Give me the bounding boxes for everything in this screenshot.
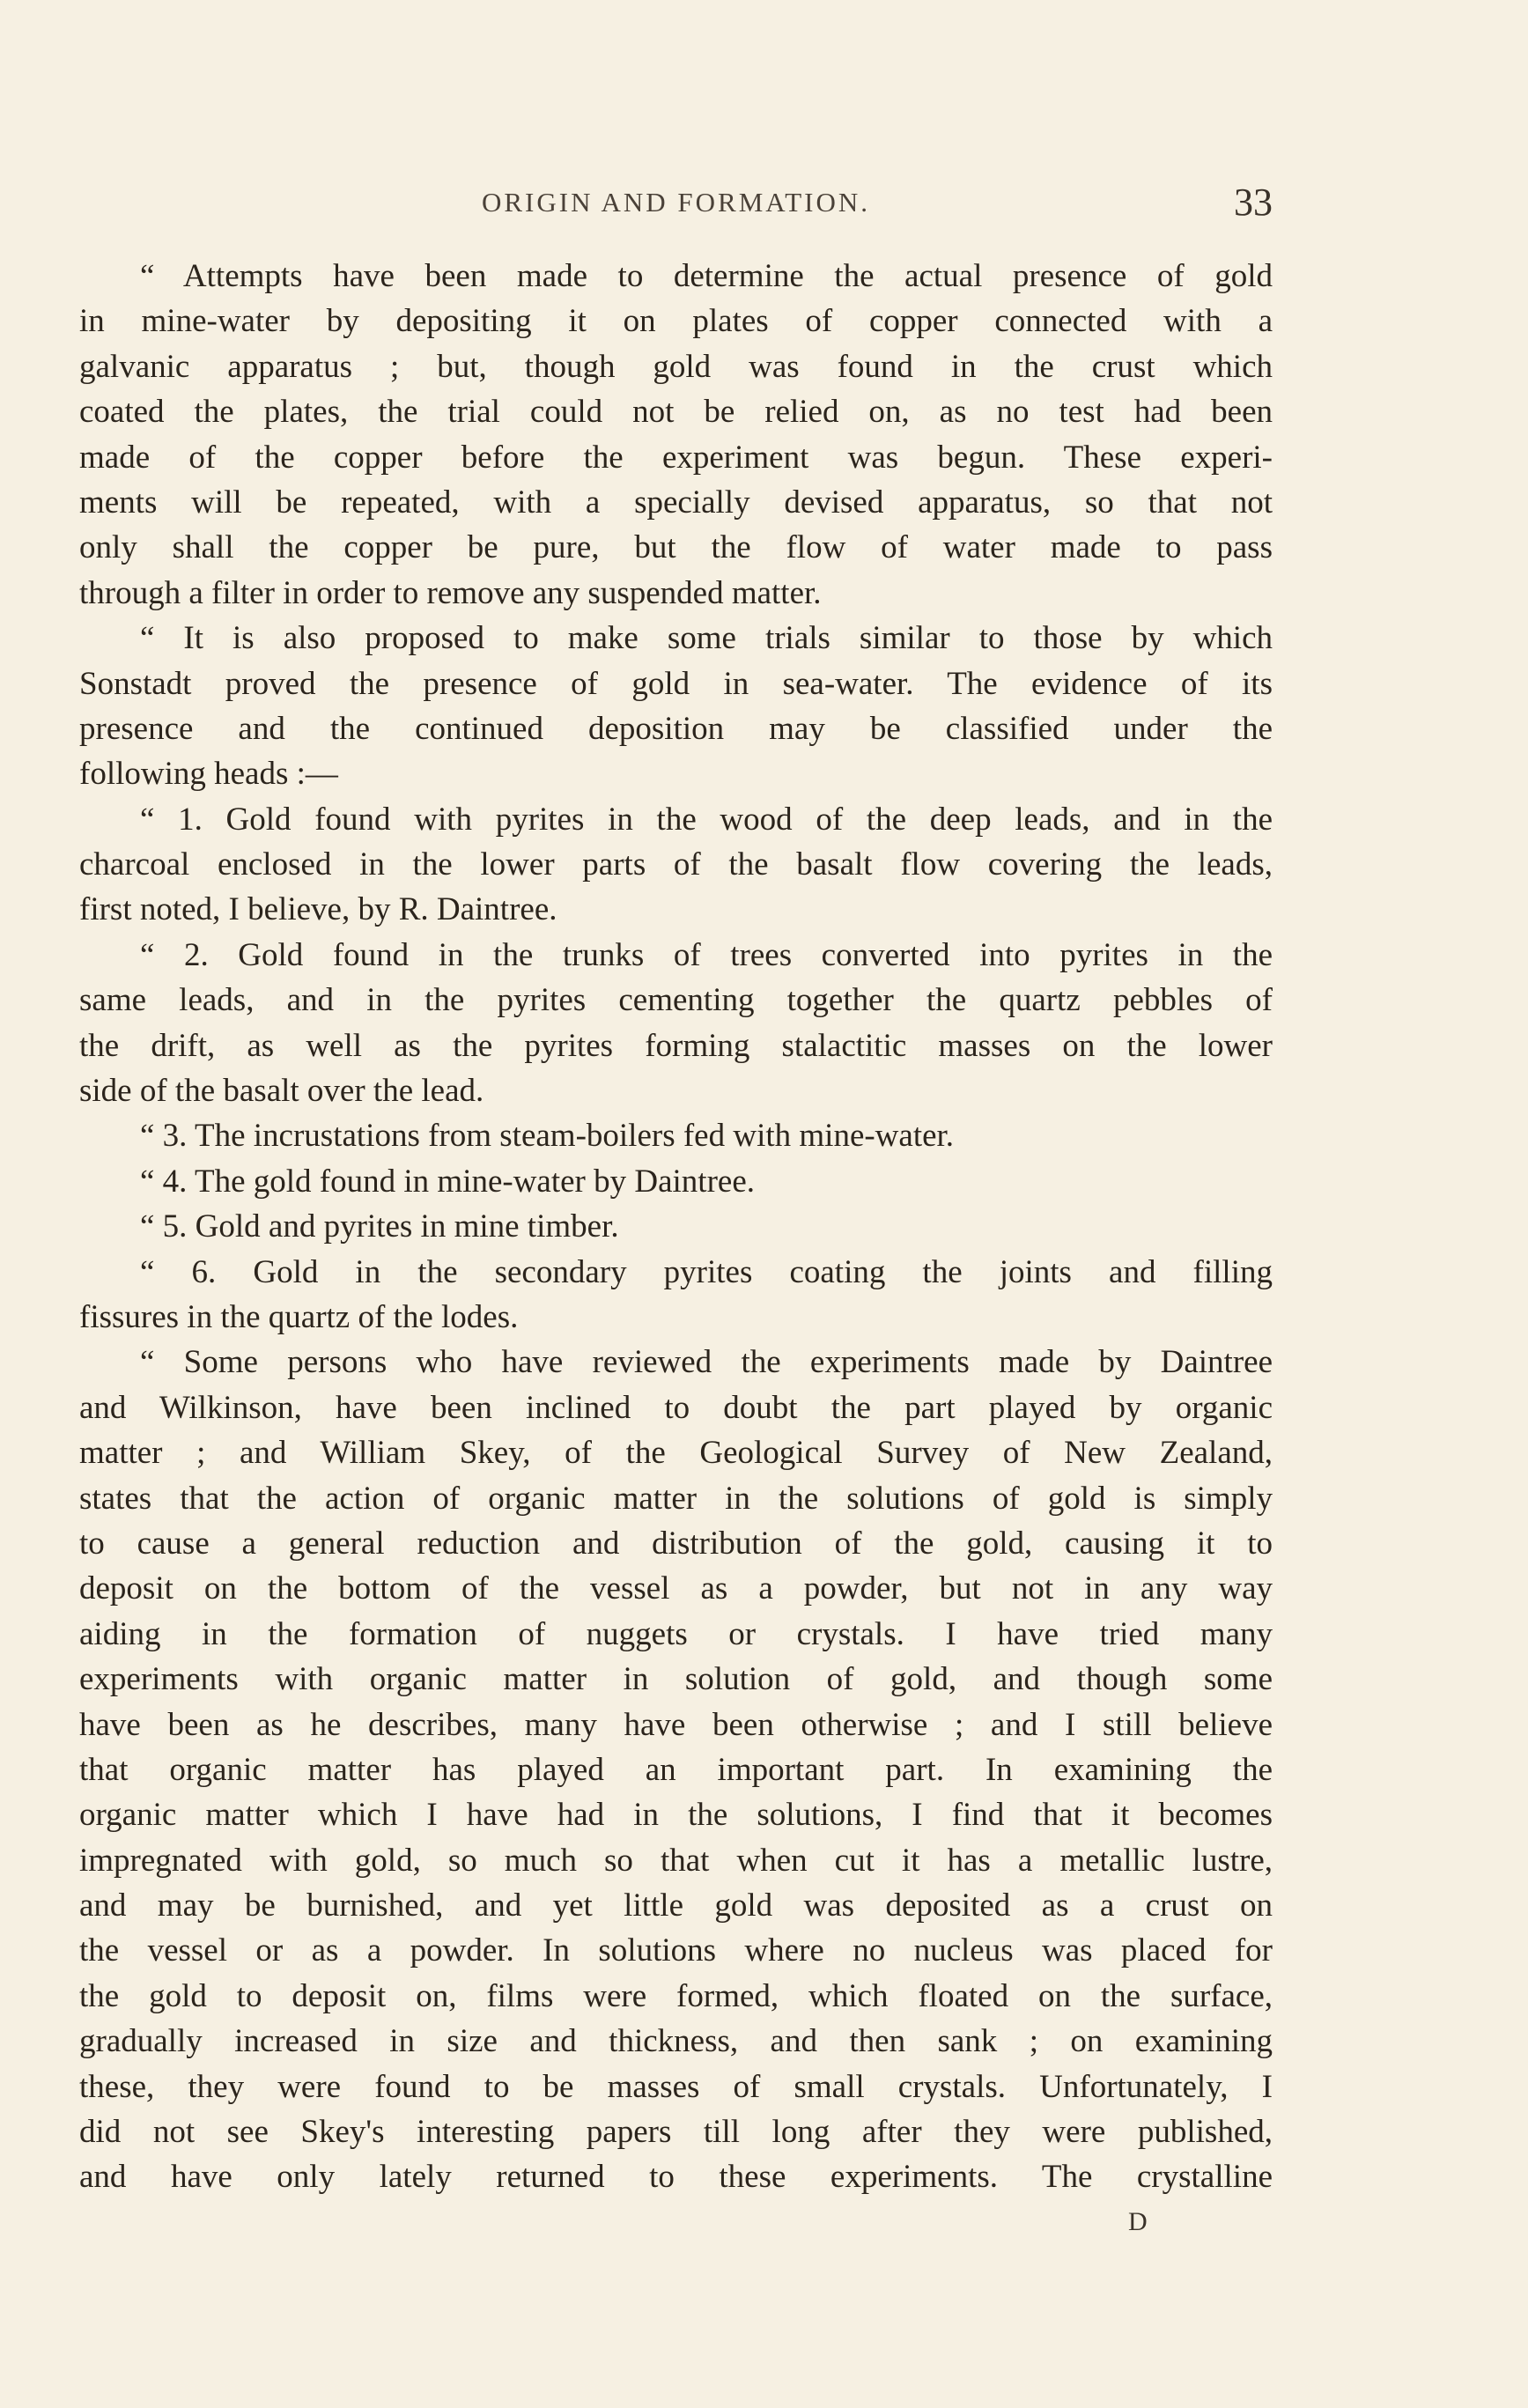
- text-line: aiding in the formation of nuggets or crystals. I have tried many: [79, 1615, 1273, 1652]
- text-line: matter ; and William Skey, of the Geological Survey of New Zealand,: [79, 1435, 1273, 1472]
- text-line: that organic matter has played an important part. In examining the: [79, 1751, 1273, 1788]
- text-line: presence and the continued deposition may be classified under the: [79, 710, 1273, 747]
- text-line: states that the action of organic matter in the solutions of gold is simply: [79, 1480, 1273, 1517]
- text-line: the drift, as well as the pyrites forming stalactitic masses on the lower: [79, 1027, 1273, 1064]
- body-text: [79, 254, 1273, 2200]
- text-line: and have only lately returned to these experiments. The crystalline: [79, 2159, 1273, 2196]
- text-line: did not see Skey's interesting papers till long after they were published,: [79, 2114, 1273, 2151]
- text-line: the gold to deposit on, films were formed, which floated on the surface,: [79, 1977, 1273, 2014]
- text-line: coated the plates, the trial could not be relied on, as no test had been: [79, 394, 1273, 431]
- running-title: ORIGIN AND FORMATION.: [481, 187, 871, 218]
- text-line: fissures in the quartz of the lodes.: [79, 1298, 519, 1335]
- text-line: “ 1. Gold found with pyrites in the wood of the deep leads, and in the: [140, 801, 1273, 838]
- text-line: “ 2. Gold found in the trunks of trees converted into pyrites in the: [140, 936, 1273, 973]
- text-line: “ Attempts have been made to determine the actual presence of gold: [140, 258, 1273, 294]
- text-line: have been as he describes, many have been otherwise ; and I still believe: [79, 1706, 1273, 1743]
- running-head: [79, 180, 1273, 224]
- text-line: to cause a general reduction and distribution of the gold, causing it to: [79, 1525, 1273, 1562]
- text-line: ments will be repeated, with a specially devised apparatus, so that not: [79, 484, 1273, 521]
- text-line: experiments with organic matter in solution of gold, and though some: [79, 1661, 1273, 1698]
- text-line: following heads :—: [79, 756, 338, 793]
- text-line: “ 5. Gold and pyrites in mine timber.: [140, 1208, 619, 1245]
- text-line: Sonstadt proved the presence of gold in sea-water. The evidence of its: [79, 665, 1273, 702]
- text-line: and Wilkinson, have been inclined to doubt the part played by organic: [79, 1389, 1273, 1426]
- text-line: side of the basalt over the lead.: [79, 1073, 484, 1110]
- text-line: impregnated with gold, so much so that when cut it has a metallic lustre,: [79, 1842, 1273, 1879]
- text-line: only shall the copper be pure, but the flow of water made to pass: [79, 529, 1273, 566]
- text-line: first noted, I believe, by R. Daintree.: [79, 891, 557, 928]
- text-line: galvanic apparatus ; but, though gold was found in the crust which: [79, 348, 1273, 385]
- text-line: deposit on the bottom of the vessel as a powder, but not in any way: [79, 1570, 1273, 1607]
- text-line: these, they were found to be masses of small crystals. Unfortunately, I: [79, 2068, 1273, 2105]
- text-line: through a filter in order to remove any suspended matter.: [79, 574, 822, 611]
- text-line: the vessel or as a powder. In solutions where no nucleus was placed for: [79, 1932, 1273, 1969]
- signature-mark: D: [1128, 2207, 1149, 2236]
- page-number: 33: [1234, 181, 1273, 224]
- text-line: charcoal enclosed in the lower parts of the basalt flow covering the leads,: [79, 846, 1273, 883]
- text-line: “ 4. The gold found in mine-water by Daintree.: [140, 1163, 755, 1200]
- text-line: “ 3. The incrustations from steam-boilers fed with mine-water.: [140, 1118, 955, 1155]
- text-line: in mine-water by depositing it on plates of copper connected with a: [79, 303, 1273, 340]
- text-line: “ It is also proposed to make some trials similar to those by which: [140, 620, 1273, 657]
- text-line: and may be burnished, and yet little gold was deposited as a crust on: [79, 1887, 1273, 1924]
- text-line: gradually increased in size and thickness, and then sank ; on examining: [79, 2023, 1273, 2060]
- text-line: same leads, and in the pyrites cementing together the quartz pebbles of: [79, 982, 1273, 1019]
- text-line: made of the copper before the experiment was begun. These experi-: [79, 439, 1273, 476]
- text-line: “ Some persons who have reviewed the experiments made by Daintree: [140, 1344, 1273, 1381]
- text-line: organic matter which I have had in the solutions, I find that it becomes: [79, 1797, 1273, 1834]
- text-line: “ 6. Gold in the secondary pyrites coating the joints and filling: [140, 1253, 1273, 1290]
